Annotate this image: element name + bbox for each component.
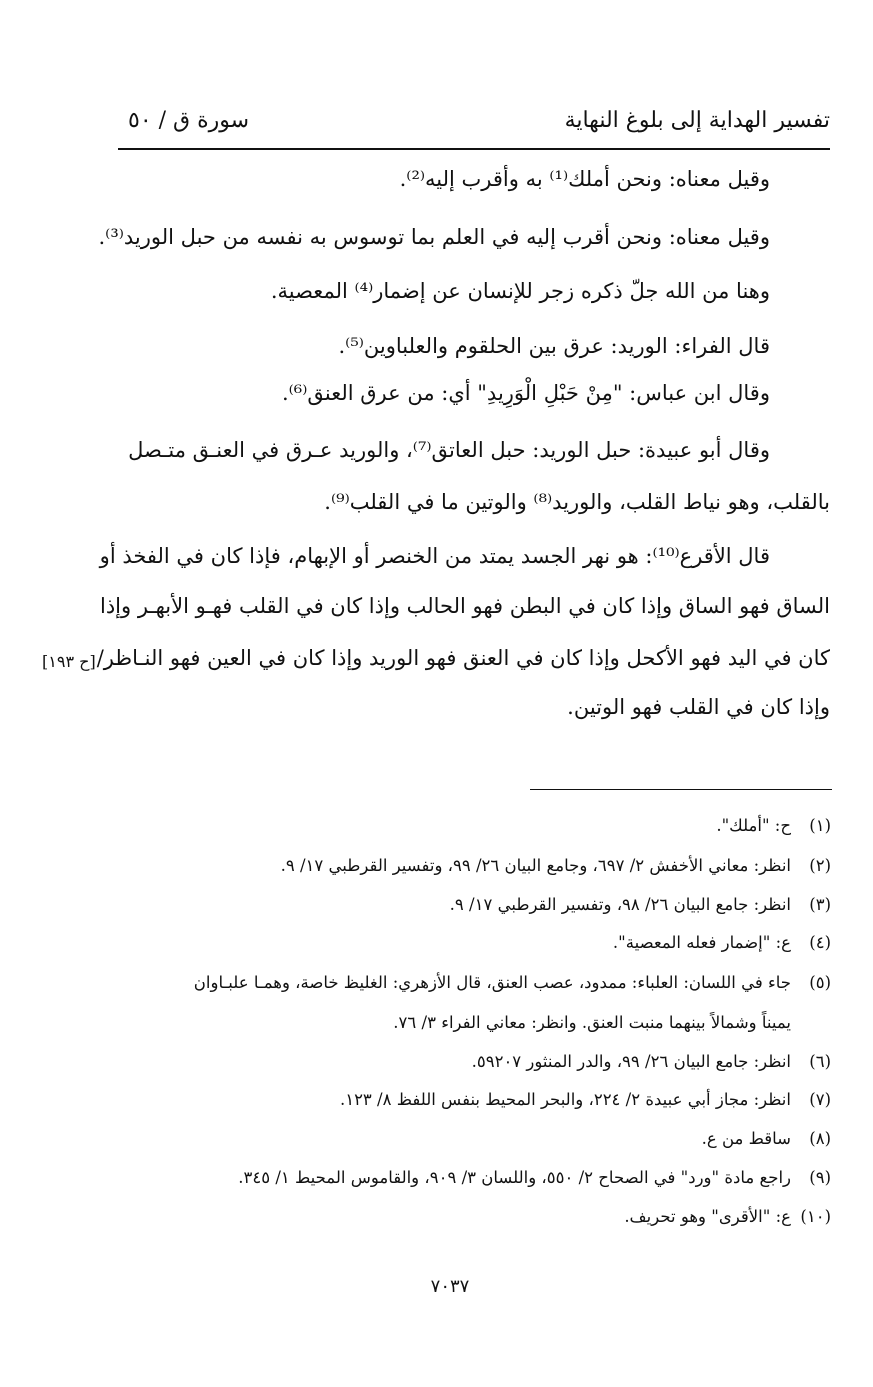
- body-line: قال الفراء: الوريد: عرق بين الحلقوم والعلباوين⁽⁵⁾.: [338, 334, 770, 358]
- footnote: [624, 1207, 831, 1226]
- header-divider: [118, 148, 830, 150]
- surah-reference: سورة ق / ٥٠: [128, 108, 250, 133]
- book-title: تفسير الهداية إلى بلوغ النهاية: [564, 108, 830, 133]
- footnote-number: (٣): [809, 895, 831, 914]
- footnote-text: راجع مادة "ورد" في الصحاح ٢/ ٥٥٠، واللسان ٣/ ٩٠٩، والقاموس المحيط ١/ ٣٤٥.: [238, 1168, 791, 1187]
- body-line: قال الأقرع⁽¹⁰⁾: هو نهر الجسد يمتد من الخنصر أو الإبهام، فإذا كان في الفخذ أو: [99, 544, 770, 568]
- page-header: [118, 104, 830, 144]
- footnote-text: ع: "إضمار فعله المعصية".: [612, 933, 791, 952]
- body-line: بالقلب، وهو نياط القلب، والوريد⁽⁸⁾ والوتين ما في القلب⁽⁹⁾.: [324, 490, 830, 514]
- footnote-text: ع: "الأقرى" وهو تحريف.: [624, 1207, 791, 1226]
- footnote-number: (١٠): [800, 1207, 831, 1226]
- body-line: الساق فهو الساق وإذا كان في البطن فهو الحالب وإذا كان في القلب فهـو الأبهـر وإذا: [100, 594, 830, 618]
- footnote: [702, 1129, 831, 1148]
- footnote: [472, 1052, 831, 1071]
- footnote-number: (٦): [809, 1052, 831, 1071]
- footnote: [450, 895, 831, 914]
- footnote-text: انظر: معاني الأخفش ٢/ ٦٩٧، وجامع البيان ٢٦/ ٩٩، وتفسير القرطبي ١٧/ ٩.: [280, 856, 791, 875]
- footnote-continuation: يميناً وشمالاً بينهما منبت العنق. وانظر: معاني الفراء ٣/ ٧٦.: [393, 1013, 791, 1032]
- footnote-text: ساقط من ع.: [701, 1129, 791, 1148]
- body-line: وقيل معناه: ونحن أملك⁽¹⁾ به وأقرب إليه⁽²⁾.: [399, 167, 770, 191]
- footnote-text: انظر: جامع البيان ٢٦/ ٩٨، وتفسير القرطبي ١٧/ ٩.: [449, 895, 791, 914]
- footnote: [340, 1090, 831, 1109]
- page-number: ٧٠٣٧: [430, 1276, 470, 1297]
- body-line: وقال أبو عبيدة: حبل الوريد: حبل العاتق⁽⁷⁾، والوريد عـرق في العنـق متـصل: [128, 438, 770, 462]
- body-line: وقيل معناه: ونحن أقرب إليه في العلم بما توسوس به نفسه من حبل الوريد⁽³⁾.: [98, 225, 770, 249]
- body-line: وإذا كان في القلب فهو الوتين.: [567, 695, 830, 719]
- footnote-text: انظر: مجاز أبي عبيدة ٢/ ٢٢٤، والبحر المحيط بنفس اللفظ ٨/ ١٢٣.: [339, 1090, 791, 1109]
- body-line: وهنا من الله جلّ ذكره زجر للإنسان عن إضمار⁽⁴⁾ المعصية.: [270, 279, 770, 303]
- footnote-number: (٤): [809, 933, 831, 952]
- manuscript-folio-marker: [ح ١٩٣]: [42, 652, 96, 671]
- body-line: وقال ابن عباس: "مِنْ حَبْلِ الْوَرِيدِ" أي: من عرق العنق⁽⁶⁾.: [281, 381, 770, 405]
- footnote-number: (١): [809, 816, 831, 835]
- footnote-number: (٧): [809, 1090, 831, 1109]
- footnote-text: ح: "أملك".: [716, 816, 791, 835]
- footnote-number: (٨): [809, 1129, 831, 1148]
- footnote: [194, 973, 831, 992]
- body-line: كان في اليد فهو الأكحل وإذا كان في العنق فهو الوريد وإذا كان في العين فهو النـاظر/: [96, 646, 830, 670]
- footnote-text: انظر: جامع البيان ٢٦/ ٩٩، والدر المنثور ٥٩٢٠٧.: [471, 1052, 791, 1071]
- footnote-number: (٩): [809, 1168, 831, 1187]
- footnote-text: جاء في اللسان: العلباء: ممدود، عصب العنق، قال الأزهري: الغليظ خاصة، وهمـا علبـاوان: [193, 973, 791, 992]
- footnote-number: (٥): [809, 973, 831, 992]
- footnote: [238, 1168, 831, 1187]
- footnote: [281, 856, 831, 875]
- footnote-number: (٢): [809, 856, 831, 875]
- footnote: [716, 816, 831, 835]
- footnote: [613, 933, 831, 952]
- footnote-divider: [530, 789, 832, 790]
